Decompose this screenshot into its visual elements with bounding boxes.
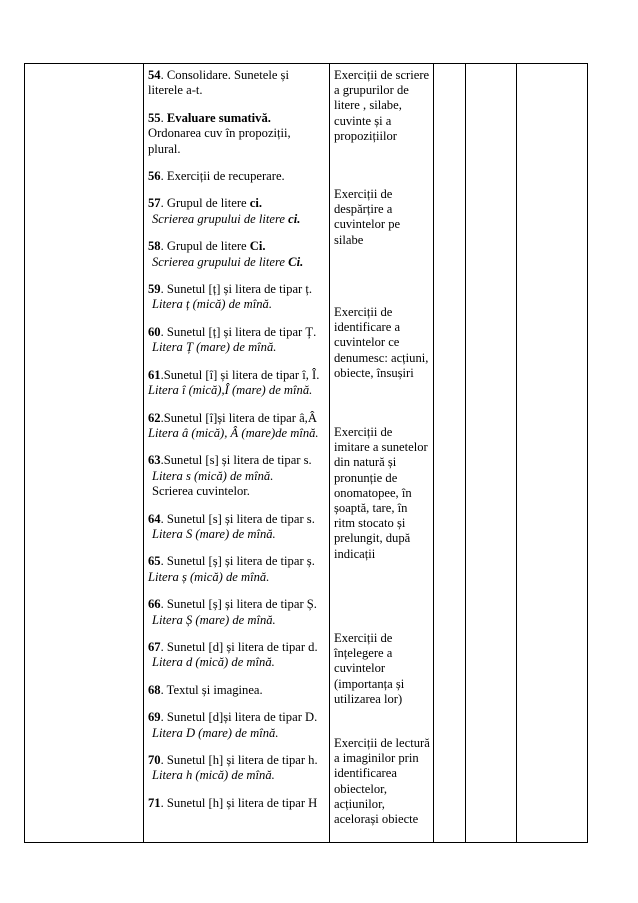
lesson-subtitle: Litera h (mică) de mînă.	[152, 768, 275, 783]
lesson-number: 54	[148, 68, 161, 82]
lesson-entry	[148, 597, 324, 628]
lesson-title: . Sunetul [d] și litera de tipar d.	[160, 639, 318, 654]
lesson-entry	[148, 710, 324, 741]
lesson-title: . Grupul de litere	[160, 239, 250, 254]
lesson-title: . Sunetul [d]și litera de tipar D.	[160, 710, 318, 725]
lesson-number: 64	[148, 511, 161, 526]
lesson-entry	[148, 325, 324, 356]
lesson-number: 59	[148, 282, 161, 297]
lesson-subtitle: Litera ț (mică) de mînă.	[152, 297, 272, 312]
lesson-title: .Sunetul [î] și litera de tipar î, Î.	[160, 367, 320, 382]
lesson-number: 68	[148, 682, 161, 697]
lesson-entry	[148, 512, 324, 543]
lesson-number: 69	[148, 710, 161, 725]
table-top-border	[24, 63, 588, 64]
lesson-number: 63	[148, 453, 161, 468]
lesson-title: . Sunetul [h] și litera de tipar H	[160, 795, 318, 810]
col-divider-1	[143, 63, 144, 843]
lesson-title: . Grupul de litere	[160, 196, 250, 211]
lesson-title: .Sunetul [î]și litera de tipar â,Â	[160, 410, 317, 425]
lesson-title-bold: ci.	[249, 196, 263, 211]
lesson-title-bold: Ci.	[249, 239, 266, 254]
lesson-entry	[148, 683, 324, 698]
lesson-number: 62	[148, 410, 161, 425]
lesson-subtitle: Litera s (mică) de mînă.	[152, 468, 274, 483]
exercise-block: Exerciții de înțelegere a cuvintelor (importanța și utilizarea lor)	[334, 631, 405, 706]
lesson-title: . Sunetul [ș] și litera de tipar Ș.	[160, 597, 317, 612]
table-right-border	[587, 63, 588, 843]
lessons-column	[148, 68, 324, 823]
lesson-subtitle: Litera Ș (mare) de mînă.	[152, 612, 276, 627]
lesson-entry	[148, 111, 324, 157]
lesson-subtitle: Scrierea grupului de litere	[152, 254, 289, 269]
lesson-title: . Consolidare. Sunetele și literele a-t.	[148, 68, 289, 98]
lesson-subtitle: Litera d (mică) de mînă.	[152, 655, 275, 670]
lesson-subtitle-bold: ci.	[288, 211, 301, 226]
lesson-entry	[148, 640, 324, 671]
lesson-detail: Scrierea cuvintelor.	[152, 484, 250, 499]
lesson-subtitle: Litera î (mică),Î (mare) de mînă.	[148, 383, 313, 398]
lesson-subtitle: Scrierea grupului de litere	[152, 211, 289, 226]
lesson-subtitle-bold: Ci.	[288, 254, 304, 269]
lesson-entry	[148, 411, 324, 442]
lesson-subtitle: Litera â (mică), Â (mare)de mînă.	[148, 425, 319, 440]
lesson-title: . Sunetul [s] și litera de tipar s.	[160, 511, 315, 526]
lesson-subtitle: Litera Ț (mare) de mînă.	[152, 340, 277, 355]
lesson-number: 67	[148, 639, 161, 654]
lesson-subtitle: Litera S (mare) de mînă.	[152, 526, 276, 541]
lesson-title: . Textul și imaginea.	[160, 682, 263, 697]
lesson-title: . Sunetul [ț] și litera de tipar Ț.	[160, 324, 317, 339]
lesson-entry	[148, 796, 324, 811]
lesson-entry	[148, 753, 324, 784]
lesson-number: 60	[148, 324, 161, 339]
lesson-entry	[148, 282, 324, 313]
col-divider-4	[465, 63, 466, 843]
lesson-subtitle: Litera ș (mică) de mînă.	[148, 569, 270, 584]
table-left-border	[24, 63, 25, 843]
lesson-number: 70	[148, 753, 161, 767]
lesson-entry	[148, 68, 324, 99]
lesson-entry	[148, 239, 324, 270]
exercise-block: Exerciții de lectură a imaginilor prin identificarea obiectelor, acțiunilor, acelorași obiecte	[334, 736, 430, 827]
col-divider-5	[516, 63, 517, 843]
exercise-block: Exerciții de identificare a cuvintelor ce denumesc: acțiuni, obiecte, însușiri	[334, 305, 429, 380]
lesson-title-bold: Evaluare sumativă.	[163, 110, 271, 125]
lesson-number: 66	[148, 597, 161, 612]
lesson-title: . Sunetul [h] și litera de tipar h.	[160, 753, 318, 767]
lesson-entry	[148, 554, 324, 585]
exercise-block: Exerciții de despărțire a cuvintelor pe silabe	[334, 187, 401, 247]
col-divider-2	[329, 63, 330, 843]
lesson-title: . Exerciții de recuperare.	[160, 169, 285, 184]
lesson-detail: Ordonarea cuv în propoziții, plural.	[148, 126, 291, 156]
lesson-number: 58	[148, 239, 161, 254]
lesson-number: 61	[148, 367, 161, 382]
exercise-block: Exerciții de scriere a grupurilor de litere , silabe, cuvinte și a propozițiilor	[334, 68, 430, 143]
lesson-entry	[148, 453, 324, 499]
lesson-entry	[148, 169, 324, 184]
lesson-entry	[148, 196, 324, 227]
table-bottom-border	[24, 842, 588, 843]
lesson-number: 56	[148, 169, 161, 184]
col-divider-3	[433, 63, 434, 843]
lesson-number: 65	[148, 554, 161, 569]
lesson-title: .	[160, 110, 164, 125]
lesson-number: 55	[148, 110, 161, 125]
lesson-title: .Sunetul [s] și litera de tipar s.	[160, 453, 312, 468]
lesson-title: . Sunetul [ț] și litera de tipar ț.	[160, 282, 313, 297]
lesson-title: . Sunetul [ș] și litera de tipar ș.	[160, 554, 315, 569]
lesson-number: 71	[148, 795, 161, 810]
lesson-number: 57	[148, 196, 161, 211]
exercise-block: Exerciții de imitare a sunetelor din natură și pronunție de onomatopee, în șoaptă, tare, în ritm stocato și prelungit, după indicații	[334, 425, 428, 561]
lesson-subtitle: Litera D (mare) de mînă.	[152, 725, 279, 740]
lesson-entry	[148, 368, 324, 399]
